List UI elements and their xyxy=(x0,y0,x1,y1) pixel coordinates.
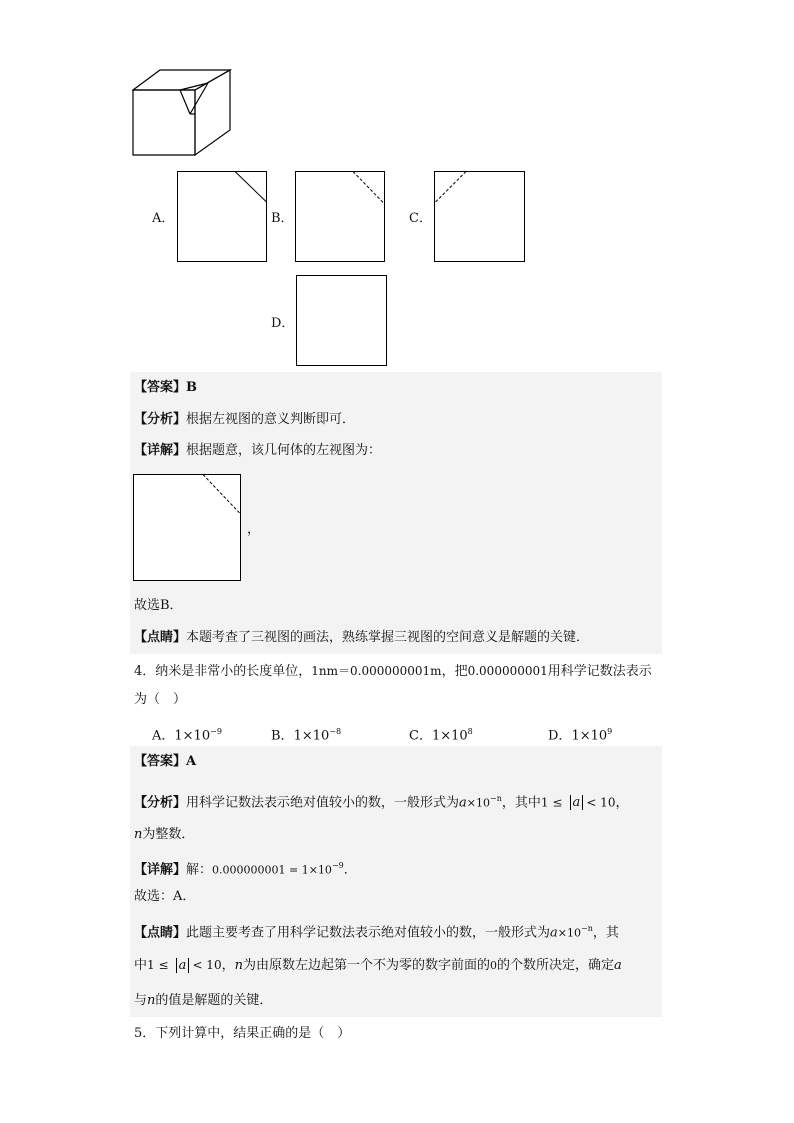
q3-detail: 【详解】根据题意，该几何体的左视图为： xyxy=(134,443,382,458)
q3-comment: 【点睛】本题考查了三视图的画法，熟练掌握三视图的空间意义是解题的关键． xyxy=(134,630,590,645)
option-d-label: D． xyxy=(271,316,295,331)
option-c-square xyxy=(434,171,525,262)
q4-comment-line2: 中1 ≤ a < 10，n为由原数左边起第一个不为零的数字前面的0的个数所决定，确定a xyxy=(134,958,622,973)
q4-solution-band xyxy=(130,746,662,1017)
q4-comment-line3: 与n的值是解题的关键． xyxy=(134,993,273,1008)
q3-left-view-figure xyxy=(133,474,242,582)
option-c-label: C． xyxy=(409,211,432,226)
q4-stem: 4．纳米是非常小的长度单位，1nm＝0.000000001m，把0.000000001用科学记数法表示 xyxy=(134,664,652,679)
q4-analysis-line2: n为整数． xyxy=(134,827,195,842)
q3-detail-comma: ， xyxy=(247,522,261,537)
option-b-square xyxy=(295,171,385,262)
cube-figure xyxy=(132,68,234,158)
q4-detail: 【详解】解：$0.000000001 = 1\times 10^{-9}$． xyxy=(134,861,357,878)
q4-option-a[interactable]: A．$1\times 10^{-9}$ xyxy=(152,727,222,744)
q4-option-c[interactable]: C．$1\times 10^8$ xyxy=(409,727,473,744)
option-a-square xyxy=(177,171,267,262)
q4-answer: 【答案】A xyxy=(134,754,197,769)
option-b-label: B． xyxy=(271,211,294,226)
q4-comment-line1: 【点睛】此题主要考查了用科学记数法表示绝对值较小的数，一般形式为$a\times 10^{-n}$，其 xyxy=(134,924,619,941)
q5-stem: 5．下列计算中，结果正确的是（ ） xyxy=(134,1026,351,1041)
q4-analysis: 【分析】用科学记数法表示绝对值较小的数，一般形式为$a\times 10^{-n}$，其中1 ≤ a < 10， xyxy=(134,794,629,811)
q4-choice: 故选：A． xyxy=(134,889,196,904)
q4-option-b[interactable]: B．$1\times 10^{-8}$ xyxy=(271,727,342,744)
option-a-label: A． xyxy=(152,211,175,226)
q3-choice: 故选B． xyxy=(134,598,183,613)
q4-option-d[interactable]: D．$1\times 10^9$ xyxy=(548,727,613,744)
q3-analysis: 【分析】根据左视图的意义判断即可． xyxy=(134,412,356,427)
q4-stem-line2: 为（ ） xyxy=(134,692,187,707)
option-d-square xyxy=(296,275,387,366)
q3-answer: 【答案】B xyxy=(134,380,197,395)
